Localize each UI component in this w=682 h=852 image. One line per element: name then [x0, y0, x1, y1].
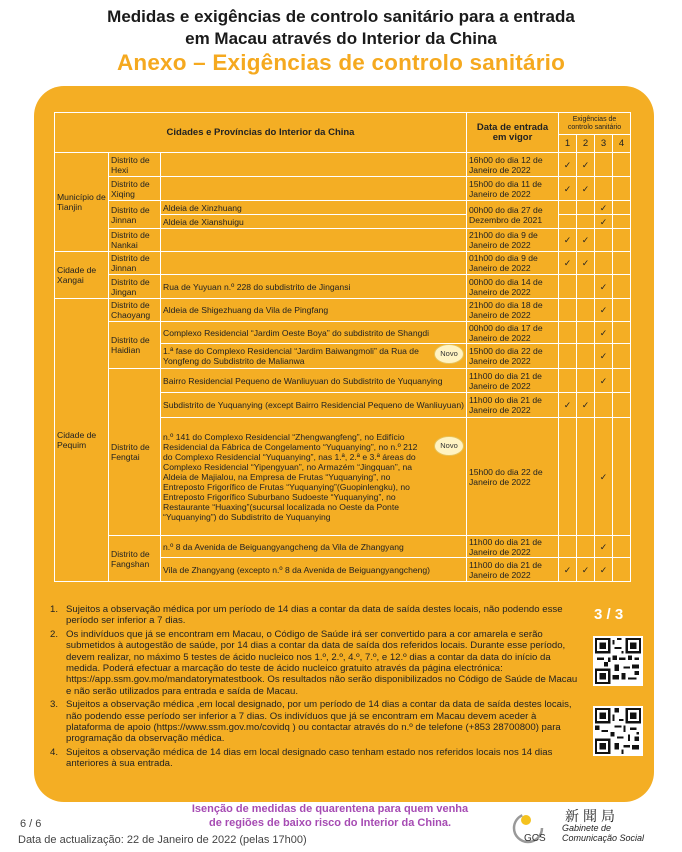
table-row: [55, 177, 631, 201]
place-zhangyang: Vila de Zhangyang (excepto n.º 8 da Avenida de Beiguangyangcheng): [161, 558, 467, 582]
date-cell: 16h00 do dia 12 de Janeiro de 2022: [467, 153, 559, 177]
table-row: [55, 275, 631, 299]
requirements-table: [54, 112, 631, 582]
check-2: ✓: [577, 393, 595, 418]
district-fangshan: Distrito de Fangshan: [109, 536, 161, 582]
date-cell: 15h00 do dia 22 de Janeiro de 2022: [467, 418, 559, 536]
qr-code-icon[interactable]: [593, 636, 643, 686]
table-row: [55, 229, 631, 252]
document-title: [0, 6, 682, 50]
note-item: [50, 629, 582, 697]
place-yuyuan: Rua de Yuyuan n.º 228 do subdistrito de Jingansi: [161, 275, 467, 299]
notes-list: [50, 604, 582, 772]
req-number-4: 4: [613, 135, 631, 153]
qr-code-icon[interactable]: [593, 706, 643, 756]
note-number: 3.: [50, 699, 59, 711]
date-cell: 01h00 do dia 9 de Janeiro de 2022: [467, 252, 559, 275]
city-tianjin: Município de Tianjin: [55, 153, 109, 252]
footer-tagline-line-2: de regiões de baixo risco do Interior da China.: [208, 817, 452, 829]
place-shigezhuang: Aldeia de Shigezhuang da Vila de Pingfang: [161, 299, 467, 322]
place-baiwangmoli: 1.ª fase do Complexo Residencial “Jardim Baiwangmoli” da Rua de Yongfeng do Subdistrito de Malianwa: [163, 346, 419, 366]
place-cell: [161, 418, 467, 536]
district-jingan: Distrito de Jingan: [109, 275, 161, 299]
place-cell: [161, 344, 467, 369]
check-2: ✓: [577, 252, 595, 275]
logo-portuguese-name: [562, 824, 644, 843]
check-1: ✓: [559, 393, 577, 418]
check-3: ✓: [595, 418, 613, 536]
table-row: [55, 252, 631, 275]
note-number: 2.: [50, 628, 59, 640]
date-cell: 21h00 do dia 9 de Janeiro de 2022: [467, 229, 559, 252]
check-2: ✓: [577, 558, 595, 582]
note-number: 4.: [50, 746, 59, 758]
table-row: [55, 369, 631, 393]
date-cell: 11h00 do dia 21 de Janeiro de 2022: [467, 558, 559, 582]
place-xianshuigu: Aldeia de Xianshuigu: [161, 215, 467, 229]
header-date: Data de entrada em vigor: [467, 113, 559, 153]
check-3: ✓: [595, 344, 613, 369]
check-3: ✓: [595, 558, 613, 582]
header-cities: Cidades e Províncias do Interior da China: [55, 113, 467, 153]
place-yuquanying: Subdistrito de Yuquanying (except Bairro Residencial Pequeno de Wanliuyuan): [161, 393, 467, 418]
place-zhengwangfeng: n.º 141 do Complexo Residencial “Zhengwangfeng”, no Edifício Residencial da Fábrica de Congelamento “Yuquanying”, no n.º 212 do Complexo Residencial “Yuquanying”, nas 1.ª, 2.ª e 3.ª áreas do Complexo Residencial “Yipengyuan”, no Armazém “Jingquan”, na Aldeia de Majialou, na Empresa de Frutas “Yuquanying”, no Entreposto Frigorífico de Frutas “Yuquanying”(Guopinlengku), no Entreposto Frigorífico Suburbano Sudoeste “Yuquanying”, no Restaurante “Huaxing”(sucursal localizada no Oeste da Ponte “Yuquanying”) do Subdistrito de Yuquanying: [163, 431, 418, 522]
check-2: ✓: [577, 153, 595, 177]
place-beiguangyang: n.º 8 da Avenida de Beiguangyangcheng da Vila de Zhangyang: [161, 536, 467, 558]
logo-chinese-name: 新聞局: [565, 809, 619, 825]
check-1: ✓: [559, 229, 577, 252]
table-row: [55, 201, 631, 215]
footer-tagline-line-1: Isenção de medidas de quarentena para quem venha: [191, 803, 469, 815]
district-jinnan-2: Distrito de Jinnan: [109, 252, 161, 275]
check-2: ✓: [577, 177, 595, 201]
check-3: ✓: [595, 536, 613, 558]
note-number: 1.: [50, 604, 59, 615]
date-cell: 15h00 do dia 22 de Janeiro de 2022: [467, 344, 559, 369]
logo-pt-line-1: Gabinete de: [562, 823, 612, 833]
novo-badge: Novo: [434, 344, 464, 364]
logo-mark-text: GCS: [524, 833, 546, 844]
panel-page-indicator: 3 / 3: [594, 606, 624, 623]
district-hexi: Distrito de Hexi: [109, 153, 161, 177]
date-cell: 00h00 do dia 14 de Janeiro de 2022: [467, 275, 559, 299]
place-wanliuyuan: Bairro Residencial Pequeno de Wanliuyuan do Subdistrito de Yuquanying: [161, 369, 467, 393]
note-item: [50, 604, 582, 627]
check-3: ✓: [595, 215, 613, 229]
district-jinnan: Distrito de Jinnan: [109, 201, 161, 229]
district-fengtai: Distrito de Fengtai: [109, 369, 161, 536]
date-cell: 15h00 do dia 11 de Janeiro de 2022: [467, 177, 559, 201]
note-text: Os indivíduos que já se encontram em Macau, o Código de Saúde irá ser convertido para a cor amarela e serão submetidos à autogestão de saúde, por 14 dias a contar da data de saída dos referidos locais. Durante esse período, devem realizar, no máximo 5 testes de ácido nucleico nos 1.º, 2.º, 4.º, 7.º, e 12.º dias a contar da data do início da medida. Poderá efectuar a marcação do teste de ácido nucleico gratuito através da página electrónica: https://app.ssm.gov.mo/mandatorymatestbook. Os resultados não serão disponibilizados no Código de Saúde de Macau e não serão utilizados para entrada e saída de Macau.: [66, 628, 578, 697]
district-haidian: Distrito de Haidian: [109, 322, 161, 369]
check-1: ✓: [559, 558, 577, 582]
check-3: ✓: [595, 201, 613, 215]
check-3: ✓: [595, 299, 613, 322]
check-3: ✓: [595, 322, 613, 344]
table-row: [55, 536, 631, 558]
city-pequim: Cidade de Pequim: [55, 299, 109, 582]
district-chaoyang: Distrito de Chaoyang: [109, 299, 161, 322]
date-cell: 00h00 do dia 17 de Janeiro de 2022: [467, 322, 559, 344]
date-cell: 11h00 do dia 21 de Janeiro de 2022: [467, 369, 559, 393]
footer-tagline: [130, 802, 530, 830]
title-line-2: em Macau através do Interior da China: [185, 29, 497, 48]
date-cell: 11h00 do dia 21 de Janeiro de 2022: [467, 536, 559, 558]
check-1: ✓: [559, 177, 577, 201]
city-xangai: Cidade de Xangai: [55, 252, 109, 299]
table-row: [55, 299, 631, 322]
note-text: Sujeitos a observação médica por um período de 14 dias a contar da data de saída destes locais, não podendo esse período ser inferior a 7 dias.: [66, 604, 563, 627]
note-item: [50, 747, 582, 770]
novo-badge: Novo: [434, 436, 464, 456]
place-shangdi: Complexo Residencial “Jardim Oeste Boya” do subdistrito de Shangdi: [161, 322, 467, 344]
check-3: ✓: [595, 369, 613, 393]
title-line-1: Medidas e exigências de controlo sanitário para a entrada: [107, 7, 575, 26]
annex-subtitle: Anexo – Exigências de controlo sanitário: [116, 50, 566, 75]
header-requirements: Exigências de controlo sanitário: [559, 113, 631, 135]
table-row: [55, 322, 631, 344]
check-1: ✓: [559, 153, 577, 177]
req-number-1: 1: [559, 135, 577, 153]
date-cell: 21h00 do dia 18 de Janeiro de 2022: [467, 299, 559, 322]
logo-pt-line-2: Comunicação Social: [562, 832, 645, 843]
district-nankai: Distrito de Nankai: [109, 229, 161, 252]
table-row: [55, 153, 631, 177]
req-number-3: 3: [595, 135, 613, 153]
district-xiqing: Distrito de Xiqing: [109, 177, 161, 201]
gcs-logo-icon: [512, 808, 548, 848]
date-cell: 11h00 do dia 21 de Janeiro de 2022: [467, 393, 559, 418]
place-xinzhuang: Aldeia de Xinzhuang: [161, 201, 467, 215]
note-text: Sujeitos a observação médica de 14 dias em local designado caso tenham estado nos referidos locais nos 14 dias anteriores à sua entrada.: [66, 746, 553, 770]
check-1: ✓: [559, 252, 577, 275]
page-count: 6 / 6: [20, 818, 42, 830]
check-3: ✓: [595, 275, 613, 299]
check-2: ✓: [577, 229, 595, 252]
note-text: Sujeitos a observação médica ,em local designado, por um período de 14 dias a contar da data de saída destes locais, não podendo esse período ser inferior a 7 dias. Os indivíduos que já se encontram em Macau devem aceder à plataforma de apoio (https://www.ssm.gov.mo/covidq ) ou contactar através do n.º de telefone (+853 28700800) para programação da observação médica.: [66, 699, 572, 745]
note-item: [50, 699, 582, 745]
update-date: Data de actualização: 22 de Janeiro de 2022 (pelas 17h00): [18, 834, 307, 846]
req-number-2: 2: [577, 135, 595, 153]
date-cell: 00h00 do dia 27 de Dezembro de 2021: [467, 201, 559, 229]
